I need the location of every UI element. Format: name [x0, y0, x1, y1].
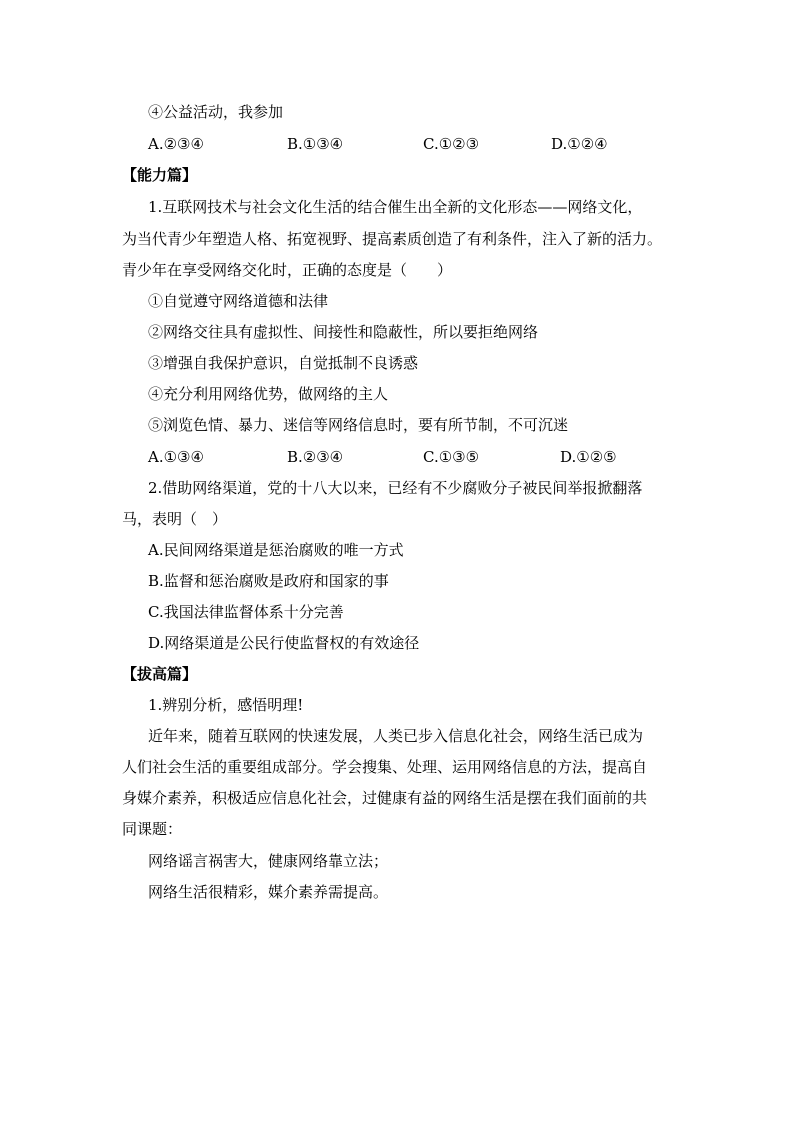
ability-q2-choice-c: C.我国法律监督体系十分完善 [148, 603, 344, 621]
verse-line-1: 网络谣言祸害大，健康网络靠立法； [148, 852, 389, 870]
ability-q1-line-1: 1.互联网技术与社会文化生活的结合催生出全新的文化形态——网络文化， [148, 198, 643, 216]
previous-question-item-4: ④公益活动，我参加 [148, 103, 284, 121]
advanced-paragraph-line-3: 身媒介素养，积极适应信息化社会，过健康有益的网络生活是摆在我们面前的共 [122, 789, 648, 807]
ability-q2-choice-b: B.监督和惩治腐败是政府和国家的事 [148, 572, 389, 590]
ability-q1-statement-3: ③增强自我保护意识，自觉抵制不良诱惑 [148, 354, 419, 372]
ability-q1-statement-1: ①自觉遵守网络道德和法律 [148, 292, 329, 310]
option-d: D.①②⑤ [560, 448, 617, 466]
ability-q1-statement-4: ④充分利用网络优势，做网络的主人 [148, 385, 389, 403]
ability-section-heading: 【能力篇】 [122, 166, 198, 184]
option-d: D.①②④ [551, 135, 608, 153]
ability-q1-line-2: 为当代青少年塑造人格、拓宽视野、提高素质创造了有利条件，注入了新的活力。 [122, 230, 663, 248]
option-b: B.②③④ [287, 448, 344, 466]
option-c: C.①②③ [423, 135, 480, 153]
ability-q1-statement-5: ⑤浏览色情、暴力、迷信等网络信息时，要有所节制，不可沉迷 [148, 416, 569, 434]
advanced-section-heading: 【拔高篇】 [122, 665, 198, 683]
advanced-q1-title: 1.辨别分析，感悟明理! [148, 696, 304, 714]
option-b: B.①③④ [287, 135, 344, 153]
verse-line-2: 网络生活很精彩，媒介素养需提高。 [148, 883, 389, 901]
advanced-paragraph-line-1: 近年来，随着互联网的快速发展，人类已步入信息化社会，网络生活已成为 [148, 727, 644, 745]
advanced-paragraph-line-2: 人们社会生活的重要组成部分。学会搜集、处理、运用网络信息的方法，提高自 [122, 758, 648, 776]
ability-q2-choice-d: D.网络渠道是公民行使监督权的有效途径 [148, 634, 420, 652]
ability-q2-line-1: 2.借助网络渠道，党的十八大以来，已经有不少腐败分子被民间举报掀翻落 [148, 479, 643, 497]
option-a: A.②③④ [148, 135, 204, 153]
option-a: A.①③④ [148, 448, 204, 466]
ability-q2-choice-a: A.民间网络渠道是惩治腐败的唯一方式 [148, 541, 404, 559]
ability-q1-line-3: 青少年在享受网络交化时，正确的态度是（ ） [122, 261, 453, 279]
advanced-paragraph-line-4: 同课题： [122, 820, 183, 838]
ability-q2-line-2: 马，表明（ ） [122, 510, 228, 528]
option-c: C.①③⑤ [423, 448, 480, 466]
ability-q1-statement-2: ②网络交往具有虚拟性、间接性和隐蔽性，所以要拒绝网络 [148, 323, 539, 341]
